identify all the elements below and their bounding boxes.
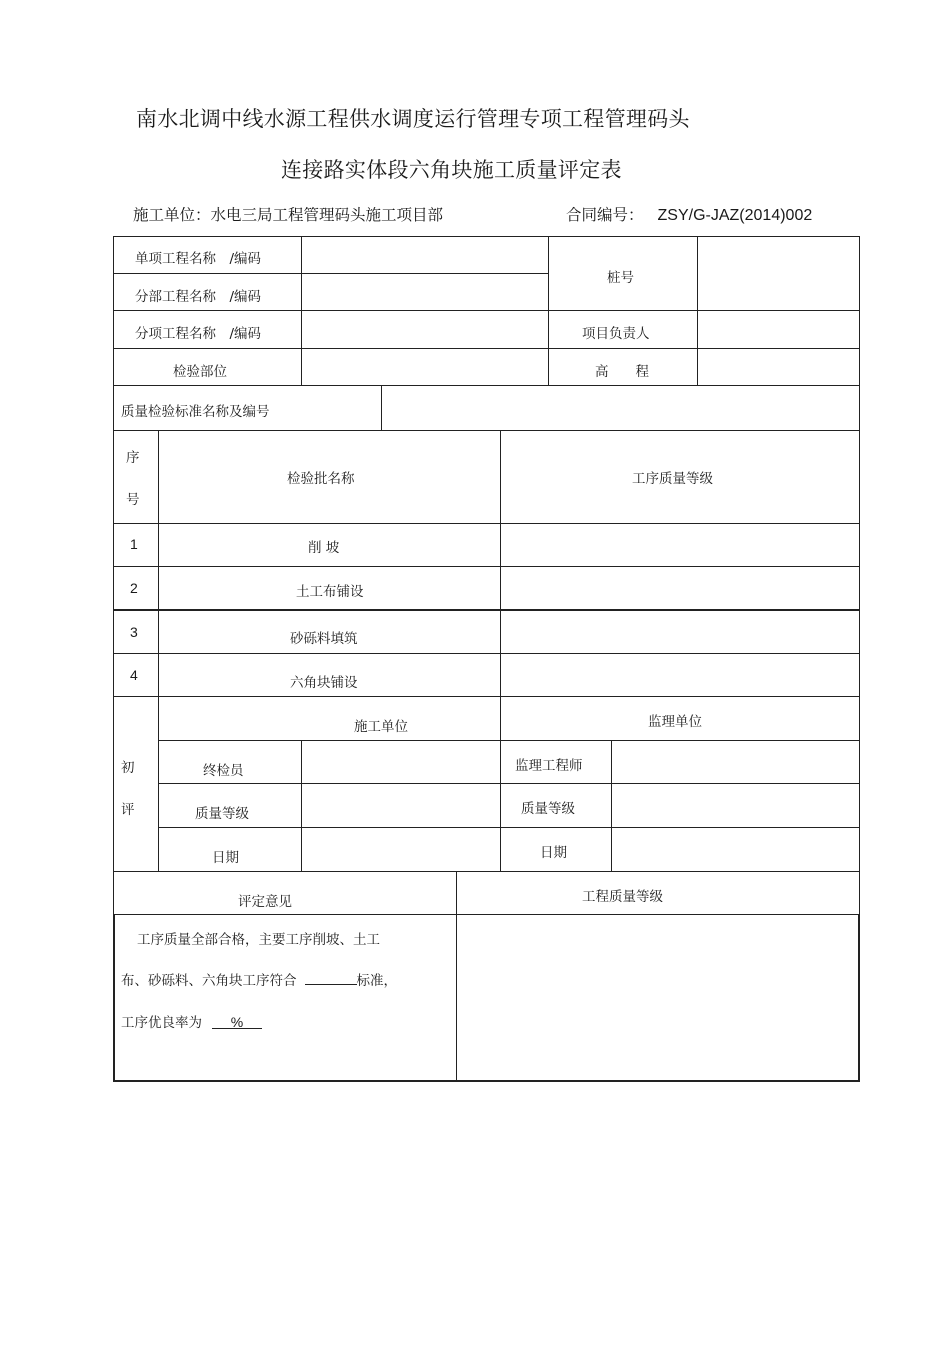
cell-project-leader-value[interactable]	[697, 310, 860, 349]
row-number: 4	[130, 667, 138, 683]
subitem-project-label: 分项工程名称 /编码	[135, 326, 262, 342]
cell-contractor-header	[158, 696, 501, 741]
opinion-line-2-prefix: 布、砂砾料、六角块工序符合	[121, 973, 297, 989]
contract-number-line	[566, 203, 812, 225]
standard-name-label: 质量检验标准名称及编号	[121, 404, 270, 420]
cell-final-inspector-value[interactable]	[301, 740, 501, 784]
cell-division-project-value[interactable]	[301, 273, 549, 311]
cell-seq-header	[113, 430, 159, 524]
cell-unit-project-value[interactable]	[301, 236, 549, 274]
page-title: 南水北调中线水源工程供水调度运行管理专项工程管理码头	[136, 107, 690, 131]
preliminary-label-char-2: 评	[121, 802, 135, 818]
row-number: 3	[130, 624, 138, 640]
preliminary-label-char-1: 初	[121, 760, 135, 776]
cell-date-right-value[interactable]	[611, 827, 860, 872]
contractor-label: 施工单位：	[133, 206, 211, 224]
contractor-header: 施工单位	[354, 719, 408, 735]
process-grade-header: 工序质量等级	[632, 471, 713, 487]
opinion-line-2	[121, 969, 397, 989]
page-subtitle: 连接路实体段六角块施工质量评定表	[281, 158, 622, 182]
cell-inspection-location-value[interactable]	[301, 348, 549, 386]
opinion-line-3-prefix: 工序优良率为	[121, 1015, 202, 1031]
excellence-rate-blank[interactable]	[212, 1014, 262, 1029]
cell-quality-grade-body[interactable]	[456, 914, 860, 1082]
quality-grade-left-label: 质量等级	[195, 806, 249, 822]
division-project-label: 分部工程名称 /编码	[135, 289, 262, 305]
project-leader-label: 项目负责人	[582, 326, 650, 342]
batch-name: 六角块铺设	[290, 675, 358, 691]
cell-quality-grade-left-value[interactable]	[301, 783, 501, 828]
cell-quality-grade-right-value[interactable]	[611, 783, 860, 828]
cell-batch-grade[interactable]	[500, 523, 860, 567]
opinion-header: 评定意见	[238, 894, 292, 910]
contract-number-label: 合同编号：	[566, 206, 644, 224]
row-number: 2	[130, 580, 138, 596]
quality-grade-header: 工程质量等级	[582, 889, 663, 905]
elevation-label: 高 程	[595, 364, 649, 380]
percent-sign: %	[230, 1014, 244, 1030]
contract-number-value: ZSY/G-JAZ(2014)002	[657, 207, 813, 224]
cell-stake-value[interactable]	[697, 236, 860, 311]
batch-name: 削 坡	[308, 540, 340, 556]
contractor-value: 水电三局工程管理码头施工项目部	[210, 206, 444, 224]
opinion-line-2-suffix: 标准，	[356, 973, 397, 989]
cell-date-left-value[interactable]	[301, 827, 501, 872]
cell-batch-grade[interactable]	[500, 653, 860, 697]
contractor-line	[133, 203, 443, 225]
row-number: 1	[130, 536, 138, 552]
inspection-location-label: 检验部位	[173, 364, 227, 380]
supervising-engineer-label: 监理工程师	[515, 758, 583, 774]
supervisor-header: 监理单位	[648, 714, 702, 730]
opinion-line-1: 工序质量全部合格，主要工序削坡、土工	[137, 932, 380, 948]
cell-subitem-project-value[interactable]	[301, 310, 549, 349]
seq-header-char-1: 序	[126, 450, 140, 466]
cell-preliminary-label	[113, 696, 159, 872]
unit-project-label: 单项工程名称 /编码	[135, 251, 262, 267]
opinion-line-3	[121, 1011, 262, 1031]
standard-blank[interactable]	[305, 970, 357, 985]
cell-elevation-value[interactable]	[697, 348, 860, 386]
batch-name-header: 检验批名称	[287, 471, 355, 487]
batch-name: 土工布铺设	[296, 584, 364, 600]
stake-number-label: 桩号	[607, 270, 634, 286]
cell-batch-grade[interactable]	[500, 609, 860, 654]
seq-header-char-2: 号	[126, 492, 140, 508]
quality-grade-right-label: 质量等级	[521, 801, 575, 817]
cell-standard-value[interactable]	[381, 385, 860, 431]
final-inspector-label: 终检员	[203, 763, 244, 779]
batch-name: 砂砾料填筑	[290, 631, 358, 647]
date-right-label: 日期	[540, 845, 567, 861]
cell-supervising-engineer-value[interactable]	[611, 740, 860, 784]
date-left-label: 日期	[212, 850, 239, 866]
cell-batch-grade[interactable]	[500, 566, 860, 610]
